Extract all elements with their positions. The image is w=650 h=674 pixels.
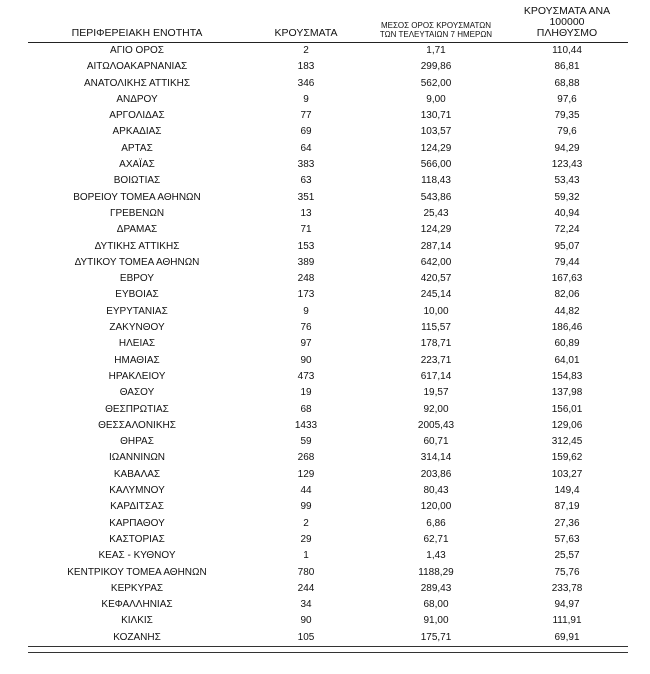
cell-cases-per-100k: 110,44 xyxy=(552,45,582,56)
table-row xyxy=(28,206,628,222)
cell-region: ΑΓΙΟ ΟΡΟΣ xyxy=(110,45,164,56)
cell-cases-per-100k: 60,89 xyxy=(554,338,580,350)
table-row xyxy=(28,190,628,206)
cell-7day-average: 68,00 xyxy=(423,599,449,611)
cell-cases-per-100k: 123,43 xyxy=(551,159,583,171)
cell-cases-per-100k: 64,01 xyxy=(554,354,580,366)
cell-cases: 44 xyxy=(300,485,312,497)
cell-region: ΓΡΕΒΕΝΩΝ xyxy=(109,207,165,219)
cell-cases: 9 xyxy=(303,93,309,105)
cell-cases: 76 xyxy=(300,322,312,334)
cell-cases: 105 xyxy=(246,630,366,647)
cell-7day-average: 60,71 xyxy=(423,436,449,448)
cell-region: ΚΑΣΤΟΡΙΑΣ xyxy=(109,533,165,545)
cell-cases: 1433 xyxy=(294,419,318,431)
cell-7day-average: 642,00 xyxy=(420,256,452,268)
table-row xyxy=(28,402,628,418)
cell-cases: 13 xyxy=(300,207,312,219)
table-row xyxy=(28,565,628,581)
table-row xyxy=(28,516,628,532)
table-row xyxy=(28,532,628,548)
cell-cases: 34 xyxy=(300,599,312,611)
cell-7day-average: 2005,43 xyxy=(417,419,455,431)
cell-7day-average: 543,86 xyxy=(420,191,452,203)
table-row xyxy=(28,369,628,385)
cell-cases: 29 xyxy=(300,533,312,545)
cell-region: ΗΜΑΘΙΑΣ xyxy=(114,354,160,366)
cell-cases-per-100k: 79,44 xyxy=(554,256,580,268)
cell-region: ΚΑΒΑΛΑΣ xyxy=(113,468,161,480)
cell-cases: 780 xyxy=(297,566,315,578)
table-row xyxy=(28,271,628,287)
header-per-line2: ΠΛΗΘΥΣΜΟ xyxy=(536,27,598,39)
cell-cases: 63 xyxy=(300,175,312,187)
cell-7day-average: 617,14 xyxy=(420,370,452,382)
cell-7day-average: 19,57 xyxy=(423,387,449,399)
cell-cases-per-100k: 53,43 xyxy=(554,175,580,187)
cell-region: ΔΥΤΙΚΗΣ ΑΤΤΙΚΗΣ xyxy=(94,240,180,252)
cell-7day-average: 1188,29 xyxy=(418,566,454,578)
header-avg-line1: ΜΕΣΟΣ ΟΡΟΣ ΚΡΟΥΣΜΑΤΩΝ xyxy=(380,21,492,30)
cell-7day-average: 62,71 xyxy=(423,533,449,545)
cell-cases-per-100k: 59,32 xyxy=(554,191,580,203)
cell-region: ΚΑΡΠΑΘΟΥ xyxy=(109,517,165,529)
table-row xyxy=(28,353,628,369)
cell-cases: 129 xyxy=(297,468,315,480)
cell-cases: 69 xyxy=(300,126,312,138)
cell-cases: 473 xyxy=(297,370,315,382)
cell-region: ΑΡΚΑΔΙΑΣ xyxy=(112,126,162,138)
cell-cases: 248 xyxy=(297,273,315,285)
cell-7day-average: 287,14 xyxy=(420,240,452,252)
table-row xyxy=(28,450,628,466)
cell-region: ΖΑΚΥΝΘΟΥ xyxy=(109,322,165,334)
table-row xyxy=(28,548,628,564)
cell-region: ΑΝΔΡΟΥ xyxy=(116,93,158,105)
table-row xyxy=(28,597,628,613)
cell-cases-per-100k: 44,82 xyxy=(554,305,580,317)
cell-7day-average: 124,29 xyxy=(420,224,452,236)
cell-cases-per-100k: 69,91 xyxy=(506,630,628,647)
cell-7day-average: 91,00 xyxy=(423,615,449,627)
table-row xyxy=(28,108,628,124)
cell-region: ΚΕΡΚΥΡΑΣ xyxy=(110,582,164,594)
cell-cases-per-100k: 186,46 xyxy=(551,322,583,334)
cell-cases-per-100k: 233,78 xyxy=(551,582,583,594)
covid-cases-table xyxy=(28,6,628,647)
cell-7day-average: 1,43 xyxy=(426,550,446,562)
cell-7day-average: 566,00 xyxy=(420,159,452,171)
cell-region: ΕΥΡΥΤΑΝΙΑΣ xyxy=(106,305,168,317)
cell-cases-per-100k: 137,98 xyxy=(551,387,583,399)
cell-cases: 244 xyxy=(297,582,315,594)
cell-cases: 2 xyxy=(303,517,309,529)
table-body xyxy=(28,43,628,647)
cell-cases: 346 xyxy=(297,77,315,89)
cell-7day-average: 299,86 xyxy=(420,61,452,73)
cell-region: ΘΑΣΟΥ xyxy=(119,387,155,399)
cell-7day-average: 80,43 xyxy=(423,485,449,497)
cell-region: ΘΕΣΠΡΩΤΙΑΣ xyxy=(105,403,169,415)
cell-cases: 1 xyxy=(303,550,309,562)
cell-cases-per-100k: 94,97 xyxy=(554,599,580,611)
table-row xyxy=(28,157,628,173)
table-header xyxy=(28,6,628,43)
cell-region: ΑΙΤΩΛΟΑΚΑΡΝΑΝΙΑΣ xyxy=(86,61,188,73)
cell-region: ΚΕΦΑΛΛΗΝΙΑΣ xyxy=(101,599,173,611)
table-row xyxy=(28,59,628,75)
cell-cases-per-100k: 167,63 xyxy=(551,273,583,285)
cell-7day-average: 130,71 xyxy=(420,110,452,122)
cell-cases: 68 xyxy=(300,403,312,415)
cell-cases-per-100k: 82,06 xyxy=(554,289,580,301)
cell-region: ΑΡΤΑΣ xyxy=(121,142,153,154)
cell-7day-average: 223,71 xyxy=(420,354,452,366)
table-row xyxy=(28,499,628,515)
cell-cases: 351 xyxy=(297,191,315,203)
cell-region: ΚΑΛΥΜΝΟΥ xyxy=(109,485,165,497)
cell-7day-average: 115,57 xyxy=(421,322,451,334)
bottom-divider xyxy=(28,652,628,653)
cell-7day-average: 175,71 xyxy=(366,630,506,647)
cell-7day-average: 9,00 xyxy=(426,93,446,105)
cell-region: ΒΟΙΩΤΙΑΣ xyxy=(113,175,161,187)
header-7day-average xyxy=(366,6,506,43)
table-row xyxy=(28,613,628,629)
table-row xyxy=(28,43,628,60)
cell-7day-average: 245,14 xyxy=(420,289,452,301)
table-row xyxy=(28,173,628,189)
cell-cases-per-100k: 57,63 xyxy=(554,533,580,545)
table-row xyxy=(28,141,628,157)
cell-region: ΘΗΡΑΣ xyxy=(120,436,154,448)
cell-region: ΚΟΖΑΝΗΣ xyxy=(28,630,246,647)
header-per-line1: ΚΡΟΥΣΜΑΤΑ ΑΝΑ 100000 xyxy=(523,5,611,28)
cell-cases: 383 xyxy=(297,159,315,171)
cell-cases: 77 xyxy=(300,110,312,122)
table-row xyxy=(28,287,628,303)
cell-cases-per-100k: 312,45 xyxy=(551,436,583,448)
cell-cases-per-100k: 72,24 xyxy=(554,224,580,236)
table-row xyxy=(28,467,628,483)
cell-cases: 64 xyxy=(300,142,312,154)
header-cases: ΚΡΟΥΣΜΑΤΑ xyxy=(246,6,366,43)
cell-7day-average: 118,43 xyxy=(421,175,451,187)
cell-region: ΒΟΡΕΙΟΥ ΤΟΜΕΑ ΑΘΗΝΩΝ xyxy=(73,191,201,203)
table-row xyxy=(28,336,628,352)
table-row xyxy=(28,255,628,271)
cell-7day-average: 562,00 xyxy=(420,77,452,89)
cell-7day-average: 289,43 xyxy=(420,582,452,594)
table-row xyxy=(28,385,628,401)
cell-cases-per-100k: 103,27 xyxy=(551,468,583,480)
cell-cases-per-100k: 86,81 xyxy=(554,61,580,73)
cell-region: ΕΒΡΟΥ xyxy=(119,273,155,285)
cell-region: ΑΧΑΪΑΣ xyxy=(119,159,155,171)
cell-cases: 153 xyxy=(297,240,315,252)
cell-7day-average: 178,71 xyxy=(420,338,452,350)
cell-cases-per-100k: 159,62 xyxy=(551,452,583,464)
cell-cases: 99 xyxy=(300,501,312,513)
cell-7day-average: 420,57 xyxy=(420,273,452,285)
header-avg-line2: ΤΩΝ ΤΕΛΕΥΤΑΙΩΝ 7 ΗΜΕΡΩΝ xyxy=(379,30,493,39)
cell-cases-per-100k: 40,94 xyxy=(554,207,580,219)
cell-cases-per-100k: 156,01 xyxy=(551,403,583,415)
cell-region: ΚΙΛΚΙΣ xyxy=(121,615,153,627)
cell-cases: 19 xyxy=(300,387,312,399)
cell-region: ΚΑΡΔΙΤΣΑΣ xyxy=(110,501,164,513)
cell-cases-per-100k: 25,57 xyxy=(554,550,580,562)
cell-cases-per-100k: 111,91 xyxy=(552,615,582,627)
cell-cases: 90 xyxy=(300,354,312,366)
cell-region: ΚΕΝΤΡΙΚΟΥ ΤΟΜΕΑ ΑΘΗΝΩΝ xyxy=(67,566,207,578)
cell-cases: 97 xyxy=(300,338,312,350)
cell-cases-per-100k: 149,4 xyxy=(554,485,580,497)
table-row xyxy=(28,483,628,499)
cell-cases: 59 xyxy=(300,436,312,448)
cell-cases: 183 xyxy=(297,61,315,73)
cell-7day-average: 10,00 xyxy=(423,305,449,317)
cell-cases-per-100k: 129,06 xyxy=(551,419,583,431)
cell-cases: 389 xyxy=(297,256,315,268)
cell-7day-average: 1,71 xyxy=(426,45,446,56)
table-row xyxy=(28,320,628,336)
cell-cases-per-100k: 79,35 xyxy=(554,110,580,122)
cell-cases: 71 xyxy=(300,224,312,236)
table-row xyxy=(28,418,628,434)
cell-region: ΔΡΑΜΑΣ xyxy=(116,224,158,236)
table-row xyxy=(28,222,628,238)
table-row xyxy=(28,304,628,320)
cell-7day-average: 92,00 xyxy=(423,403,449,415)
cell-cases: 268 xyxy=(297,452,315,464)
cell-cases: 2 xyxy=(303,45,309,56)
cell-cases-per-100k: 95,07 xyxy=(554,240,580,252)
cell-region: ΙΩΑΝΝΙΝΩΝ xyxy=(108,452,166,464)
cell-region: ΗΛΕΙΑΣ xyxy=(118,338,156,350)
cell-7day-average: 124,29 xyxy=(420,142,452,154)
cell-7day-average: 6,86 xyxy=(426,517,446,529)
cell-cases-per-100k: 97,6 xyxy=(557,93,577,105)
cell-cases: 173 xyxy=(297,289,315,301)
cell-region: ΚΕΑΣ - ΚΥΘΝΟΥ xyxy=(98,550,176,562)
cell-cases-per-100k: 68,88 xyxy=(554,77,580,89)
table-row xyxy=(28,630,628,647)
cell-cases-per-100k: 154,83 xyxy=(551,370,583,382)
cell-7day-average: 25,43 xyxy=(423,207,449,219)
cell-cases-per-100k: 94,29 xyxy=(554,142,580,154)
cell-cases-per-100k: 79,6 xyxy=(557,126,577,138)
table-row xyxy=(28,581,628,597)
table-row xyxy=(28,92,628,108)
cell-cases-per-100k: 75,76 xyxy=(554,566,580,578)
cell-region: ΗΡΑΚΛΕΙΟΥ xyxy=(108,370,166,382)
cell-region: ΘΕΣΣΑΛΟΝΙΚΗΣ xyxy=(98,419,176,431)
table-row xyxy=(28,76,628,92)
header-cases-per-100k xyxy=(506,6,628,43)
table-row xyxy=(28,239,628,255)
table-row xyxy=(28,434,628,450)
cell-region: ΑΝΑΤΟΛΙΚΗΣ ΑΤΤΙΚΗΣ xyxy=(83,77,191,89)
table-row xyxy=(28,124,628,140)
cell-cases: 9 xyxy=(303,305,309,317)
cell-7day-average: 203,86 xyxy=(420,468,452,480)
cell-region: ΑΡΓΟΛΙΔΑΣ xyxy=(109,110,165,122)
cell-region: ΕΥΒΟΙΑΣ xyxy=(115,289,159,301)
cell-cases-per-100k: 87,19 xyxy=(554,501,580,513)
header-region: ΠΕΡΙΦΕΡΕΙΑΚΗ ΕΝΟΤΗΤΑ xyxy=(28,6,246,43)
cell-region: ΔΥΤΙΚΟΥ ΤΟΜΕΑ ΑΘΗΝΩΝ xyxy=(74,256,200,268)
cell-7day-average: 120,00 xyxy=(420,501,452,513)
cell-cases-per-100k: 27,36 xyxy=(554,517,580,529)
cell-7day-average: 314,14 xyxy=(420,452,452,464)
cell-7day-average: 103,57 xyxy=(420,126,452,138)
cell-cases: 90 xyxy=(300,615,312,627)
